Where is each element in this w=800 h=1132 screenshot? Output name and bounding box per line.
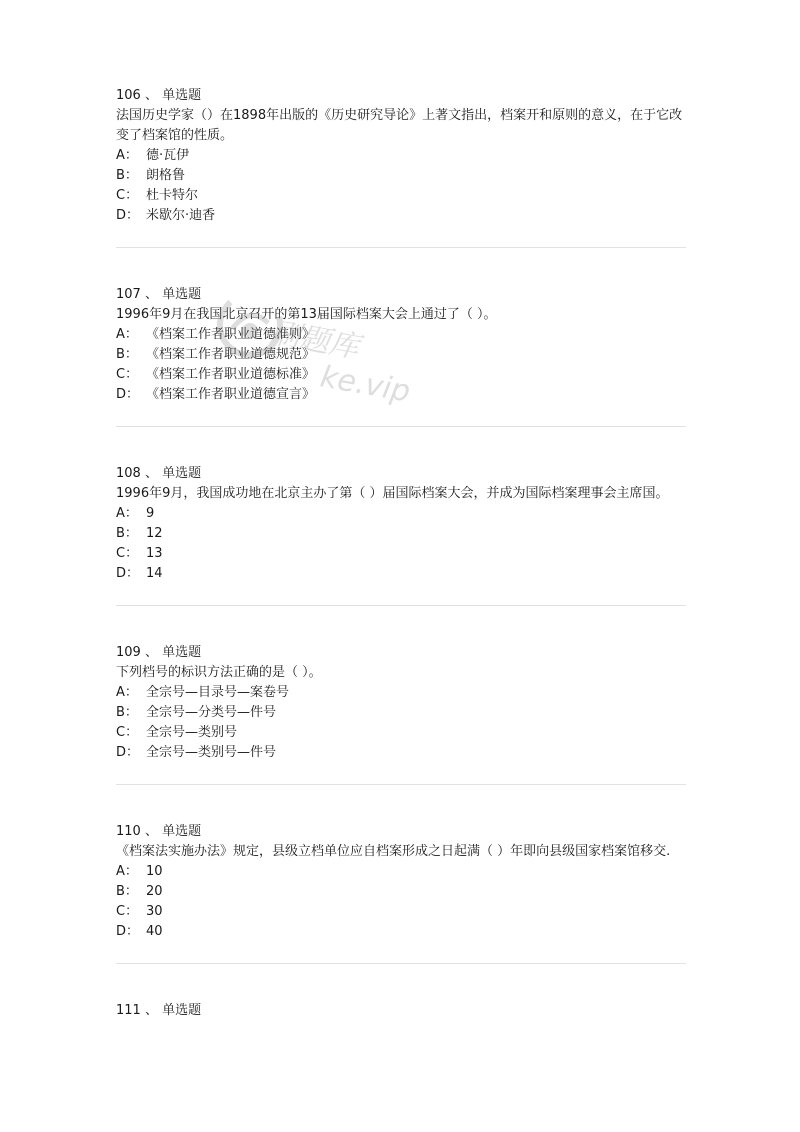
option-letter: B： xyxy=(116,705,138,720)
question-text: 1996年9月在我国北京召开的第13届国际档案大会上通过了（ ）。 xyxy=(116,307,497,322)
option-d xyxy=(116,922,686,942)
question-number: 107 xyxy=(116,287,141,302)
question-number: 111 xyxy=(116,1003,141,1018)
option-text: 全宗号—类别号—件号 xyxy=(146,745,277,760)
option-text: 全宗号—分类号—件号 xyxy=(146,705,277,720)
question-header xyxy=(116,464,686,484)
option-letter: D： xyxy=(116,208,140,223)
option-letter: B： xyxy=(116,168,138,183)
question-106 xyxy=(116,86,686,226)
question-separator: 、 xyxy=(144,88,158,103)
option-letter: B： xyxy=(116,347,138,362)
question-number: 108 xyxy=(116,466,141,481)
question-header xyxy=(116,1001,686,1021)
option-text: 《档案工作者职业道德标准》 xyxy=(146,367,316,382)
question-text: 下列档号的标识方法正确的是（ ）。 xyxy=(116,665,322,680)
question-number: 106 xyxy=(116,88,141,103)
option-letter: D： xyxy=(116,745,140,760)
option-b xyxy=(116,882,686,902)
option-text: 杜卡特尔 xyxy=(146,188,199,203)
option-text: 全宗号—类别号 xyxy=(146,725,238,740)
option-text: 米歇尔·迪香 xyxy=(146,208,216,223)
option-text: 10 xyxy=(146,864,163,879)
watermark-text: ke.vip xyxy=(317,359,413,410)
option-letter: A： xyxy=(116,327,138,342)
option-a xyxy=(116,146,686,166)
question-separator: 、 xyxy=(144,287,158,302)
question-number: 110 xyxy=(116,824,141,839)
option-c xyxy=(116,365,686,385)
option-c xyxy=(116,186,686,206)
question-divider xyxy=(116,426,686,427)
option-text: 《档案工作者职业道德规范》 xyxy=(146,347,316,362)
option-text: 13 xyxy=(146,546,163,561)
option-b xyxy=(116,345,686,365)
option-text: 12 xyxy=(146,526,163,541)
question-type: 单选题 xyxy=(162,287,202,302)
option-d xyxy=(116,206,686,226)
option-d xyxy=(116,385,686,405)
question-header xyxy=(116,643,686,663)
option-letter: B： xyxy=(116,884,138,899)
option-letter: D： xyxy=(116,566,140,581)
question-type: 单选题 xyxy=(162,88,202,103)
question-text: 1996年9月，我国成功地在北京主办了第（ ）届国际档案大会，并成为国际档案理事会主席国。 xyxy=(116,486,669,501)
option-d xyxy=(116,564,686,584)
option-c xyxy=(116,544,686,564)
question-type: 单选题 xyxy=(162,1003,202,1018)
question-type: 单选题 xyxy=(162,824,202,839)
option-d xyxy=(116,743,686,763)
option-letter: C： xyxy=(116,546,139,561)
option-letter: A： xyxy=(116,685,138,700)
option-a xyxy=(116,683,686,703)
option-letter: C： xyxy=(116,725,139,740)
watermark-text: 刷题库 xyxy=(267,315,362,366)
option-letter: A： xyxy=(116,506,138,521)
question-header xyxy=(116,285,686,305)
question-header xyxy=(116,822,686,842)
question-109 xyxy=(116,643,686,763)
question-type: 单选题 xyxy=(162,466,202,481)
option-text: 30 xyxy=(146,904,163,919)
question-divider xyxy=(116,605,686,606)
option-letter: D： xyxy=(116,387,140,402)
question-108 xyxy=(116,464,686,584)
option-a xyxy=(116,862,686,882)
option-text: 德·瓦伊 xyxy=(146,148,190,163)
option-text: 9 xyxy=(146,506,155,521)
option-b xyxy=(116,703,686,723)
question-divider xyxy=(116,963,686,964)
question-107 xyxy=(116,285,686,405)
option-text: 40 xyxy=(146,924,163,939)
question-separator: 、 xyxy=(144,1003,158,1018)
question-number: 109 xyxy=(116,645,141,660)
question-header xyxy=(116,86,686,106)
option-a xyxy=(116,504,686,524)
option-letter: C： xyxy=(116,904,139,919)
question-separator: 、 xyxy=(144,645,158,660)
question-divider xyxy=(116,784,686,785)
option-text: 《档案工作者职业道德准则》 xyxy=(146,327,316,342)
option-letter: C： xyxy=(116,367,139,382)
question-text: 法国历史学家（）在1898年出版的《历史研究导论》上著文指出，档案开和原则的意义，在于它改变了档案馆的性质。 xyxy=(116,108,683,143)
option-text: 14 xyxy=(146,566,163,581)
option-c xyxy=(116,723,686,743)
question-111 xyxy=(116,1001,686,1021)
question-type: 单选题 xyxy=(162,645,202,660)
question-110 xyxy=(116,822,686,942)
option-c xyxy=(116,902,686,922)
question-divider xyxy=(116,247,686,248)
option-letter: A： xyxy=(116,864,138,879)
option-b xyxy=(116,524,686,544)
question-text: 《档案法实施办法》规定，县级立档单位应自档案形成之日起满（ ）年即向县级国家档案馆移交. xyxy=(116,844,671,859)
option-a xyxy=(116,325,686,345)
question-list xyxy=(116,86,686,1021)
option-b xyxy=(116,166,686,186)
question-separator: 、 xyxy=(144,824,158,839)
option-letter: A： xyxy=(116,148,138,163)
question-separator: 、 xyxy=(144,466,158,481)
option-letter: B： xyxy=(116,526,138,541)
option-text: 20 xyxy=(146,884,163,899)
option-letter: D： xyxy=(116,924,140,939)
option-text: 朗格鲁 xyxy=(146,168,186,183)
option-text: 全宗号—目录号—案卷号 xyxy=(146,685,290,700)
option-letter: C： xyxy=(116,188,139,203)
option-text: 《档案工作者职业道德宣言》 xyxy=(146,387,316,402)
